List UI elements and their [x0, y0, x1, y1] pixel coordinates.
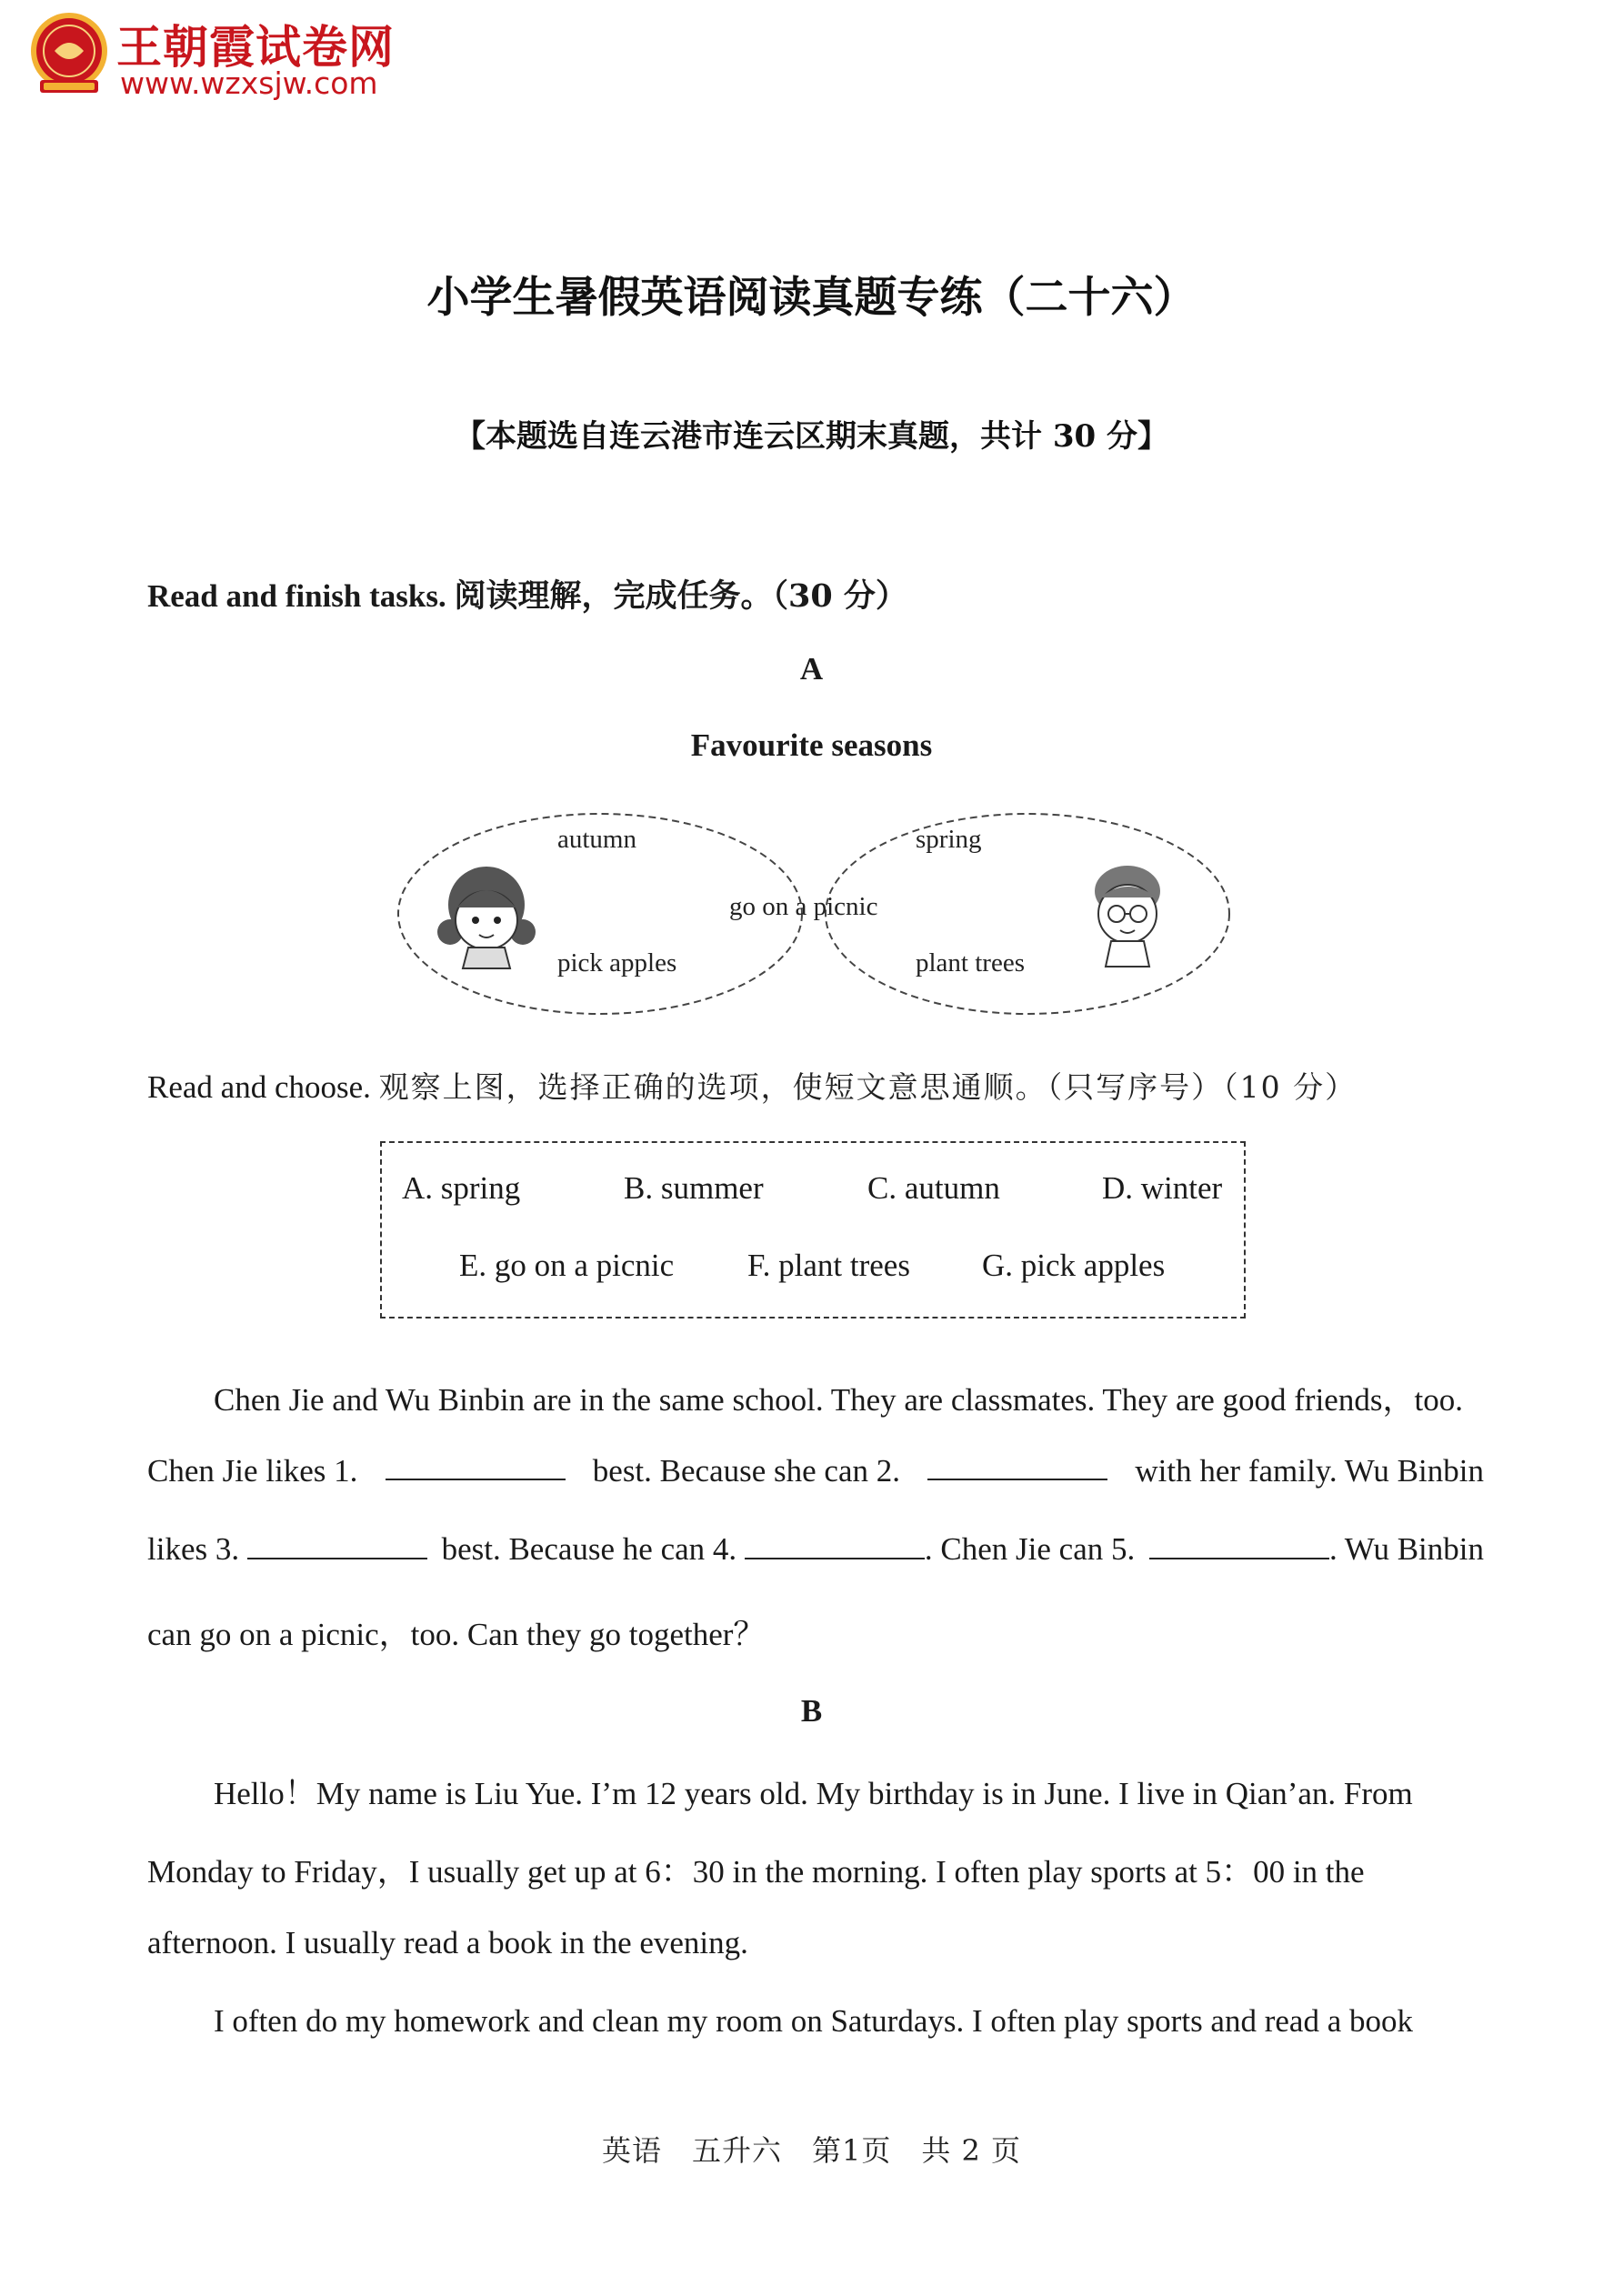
page-subtitle: 【本题选自连云港市连云区期末真题，共计 30 分】 — [455, 418, 1168, 455]
right-ellipse — [826, 814, 1229, 1014]
read-choose-instruction — [147, 1064, 1357, 1107]
task-instruction — [147, 571, 907, 617]
option-g: G. pick apples — [982, 1248, 1166, 1283]
option-f: F. plant trees — [747, 1248, 910, 1283]
read-choose-cn: 观察上图，选择正确的选项，使短文意思通顺。（只写序号）（10 分） — [378, 1069, 1358, 1105]
page-title: 小学生暑假英语阅读真题专练（二十六） — [426, 273, 1197, 323]
passage-a-text: Chen Jie likes 1. — [147, 1453, 358, 1489]
options-box — [380, 1141, 1246, 1318]
instruction-en: Read and finish tasks. — [147, 578, 446, 614]
venn-left-bottom: pick apples — [557, 948, 677, 978]
passage-a-text: best. Because he can 4. — [441, 1531, 737, 1567]
blank-4[interactable] — [745, 1532, 925, 1559]
passage-a-line-4: can go on a picnic，too. Can they go together？ — [147, 1617, 766, 1652]
passage-a-text: with her family. Wu Binbin — [1135, 1453, 1484, 1489]
brand-name: 王朝霞试卷网 — [116, 21, 395, 74]
section-a-label: A — [799, 651, 824, 687]
passage-b-line-2: Monday to Friday，I usually get up at 6：30 in the morning. I often play sports at 5：00 in the — [147, 1854, 1365, 1890]
boy-icon — [1095, 866, 1160, 967]
blank-1[interactable] — [386, 1453, 566, 1480]
blank-2[interactable] — [927, 1453, 1107, 1480]
passage-a-line-1: Chen Jie and Wu Binbin are in the same school. They are classmates. They are good friends，too. — [214, 1382, 1463, 1418]
passage-b-line-1: Hello！My name is Liu Yue. I’m 12 years old. My birthday is in June. I live in Qian’an. From — [214, 1776, 1413, 1811]
girl-icon — [437, 867, 536, 968]
passage-a-text: . Chen Jie can 5. — [924, 1531, 1136, 1567]
site-logo — [27, 9, 409, 109]
blank-3[interactable] — [247, 1532, 427, 1559]
section-b-label: B — [800, 1693, 823, 1729]
read-choose-en: Read and choose. — [147, 1069, 371, 1105]
passage-b-line-3: afternoon. I usually read a book in the evening. — [147, 1925, 748, 1960]
option-a: A. spring — [402, 1170, 521, 1206]
instruction-cn: 阅读理解，完成任务。（30 分） — [454, 577, 907, 615]
venn-right-bottom: plant trees — [916, 948, 1025, 978]
venn-left-top: autumn — [557, 825, 636, 854]
venn-middle: go on a picnic — [729, 892, 878, 921]
blank-5[interactable] — [1149, 1532, 1329, 1559]
diagram-title: Favourite seasons — [690, 727, 933, 763]
seal-icon — [27, 9, 111, 100]
option-d: D. winter — [1102, 1170, 1223, 1206]
brand-url[interactable]: www.wzxsjw.com — [120, 65, 378, 101]
passage-a-text: best. Because she can 2. — [592, 1453, 900, 1489]
venn-diagram — [391, 800, 1237, 1028]
passage-a-text: . Wu Binbin — [1328, 1531, 1484, 1567]
option-c: C. autumn — [867, 1170, 1000, 1206]
passage-b-line-4: I often do my homework and clean my room on Saturdays. I often play sports and read a book — [214, 2003, 1413, 2039]
venn-right-top: spring — [916, 825, 982, 854]
option-e: E. go on a picnic — [459, 1248, 675, 1283]
passage-a-line-3 — [147, 1531, 1484, 1568]
option-b: B. summer — [624, 1170, 764, 1206]
page-footer: 英语 五升六 第1页 共 2 页 — [601, 2133, 1022, 2168]
passage-a-text: likes 3. — [147, 1531, 240, 1567]
passage-a-line-2 — [147, 1453, 1484, 1489]
